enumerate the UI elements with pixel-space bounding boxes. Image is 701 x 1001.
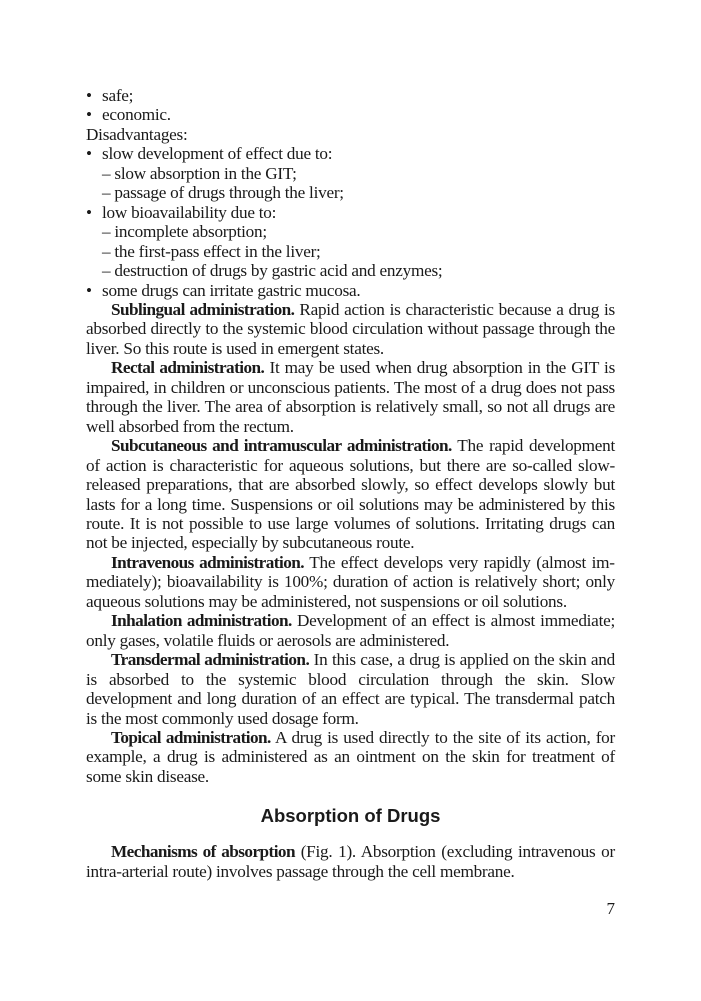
disadvantage-subitem: – incomplete absorption;	[102, 222, 267, 242]
advantage-item: • economic.	[86, 105, 171, 125]
disadvantages-heading: Disadvantages:	[86, 124, 188, 144]
disadvantage-subitem: – passage of drugs through the liver;	[102, 183, 344, 203]
route-term: Rectal administration.	[111, 358, 265, 378]
disadvantage-item: • slow development of effect due to:	[86, 144, 333, 164]
page-number: 7	[606, 899, 615, 918]
route-term: Transdermal administration.	[111, 650, 310, 670]
route-paragraph-topical: Topical administration. A drug is used directly to the site of its action, for example, a drug is administered as an ointment on the skin for treatment of some skin disease.	[86, 727, 616, 786]
route-term: Intravenous administration.	[111, 552, 304, 572]
route-paragraph-intravenous: Intravenous administration. The effect develops very rapidly (almost immediately); bioavailability is 100%; duration of action is relatively short; only aqueous solutions may be administered, not suspensions or oil solutions.	[86, 552, 615, 611]
section-term: Mechanisms of absorption	[111, 842, 295, 862]
route-paragraph-subcutaneous-intramuscular: Subcutaneous and intramuscular administration. The rapid development of action is characteristic for aqueous solutions, but there are so-called slow-released preparations, that are absorbed slowly, so effect develops slowly but lasts for a long time. Suspensions or oil solutions may be administered by this route. It is not possible to use large volumes of solutions. Irritating drugs can not be injected, especially by subcutaneous route.	[86, 436, 615, 553]
bullet-icon: •	[86, 144, 92, 164]
route-paragraph-rectal: Rectal administration. It may be used when drug absorption in the GIT is impaired, in children or unconscious patients. The most of a drug does not pass through the liver. The area of absorption is relatively small, so not all drugs are well absorbed from the rectum.	[86, 358, 616, 436]
disadvantage-subitem: – destruction of drugs by gastric acid and enzymes;	[102, 261, 443, 281]
bullet-icon: •	[86, 202, 92, 222]
disadvantage-item: • some drugs can irritate gastric mucosa.	[86, 280, 361, 300]
section-paragraph: Mechanisms of absorption (Fig. 1). Absorption (excluding intravenous or intra-arterial route) involves passage through the cell membrane.	[86, 842, 615, 881]
document-page	[86, 86, 615, 881]
route-paragraph-inhalation: Inhalation administration. Development of an effect is almost immediate; only gases, volatile fluids or aerosols are administered.	[86, 611, 615, 650]
route-term: Sublingual administration.	[111, 299, 295, 319]
section-heading: Absorption of Drugs	[260, 805, 441, 827]
bullet-icon: •	[86, 105, 92, 125]
advantage-item: • safe;	[86, 86, 134, 105]
disadvantage-subitem: – the first-pass effect in the liver;	[102, 241, 321, 261]
disadvantage-item: • low bioavailability due to:	[86, 202, 277, 222]
route-term: Inhalation administration.	[111, 611, 292, 631]
bullet-icon: •	[86, 280, 92, 300]
route-term: Topical administration.	[111, 727, 271, 747]
route-paragraph-transdermal: Transdermal administration. In this case, a drug is applied on the skin and is absorbed to the systemic blood circulation through the skin. Slow development and long duration of an effect are typical. The transdermal patch is the most commonly used dosage form.	[86, 650, 615, 728]
bullet-icon: •	[86, 86, 92, 105]
disadvantage-subitem: – slow absorption in the GIT;	[102, 163, 297, 183]
route-term: Subcutaneous and intramuscular administration.	[111, 436, 452, 456]
route-paragraph-sublingual: Sublingual administration. Rapid action is characteristic because a drug is absorbed directly to the systemic blood circulation without passage through the liver. So this route is used in emergent states.	[86, 299, 615, 358]
